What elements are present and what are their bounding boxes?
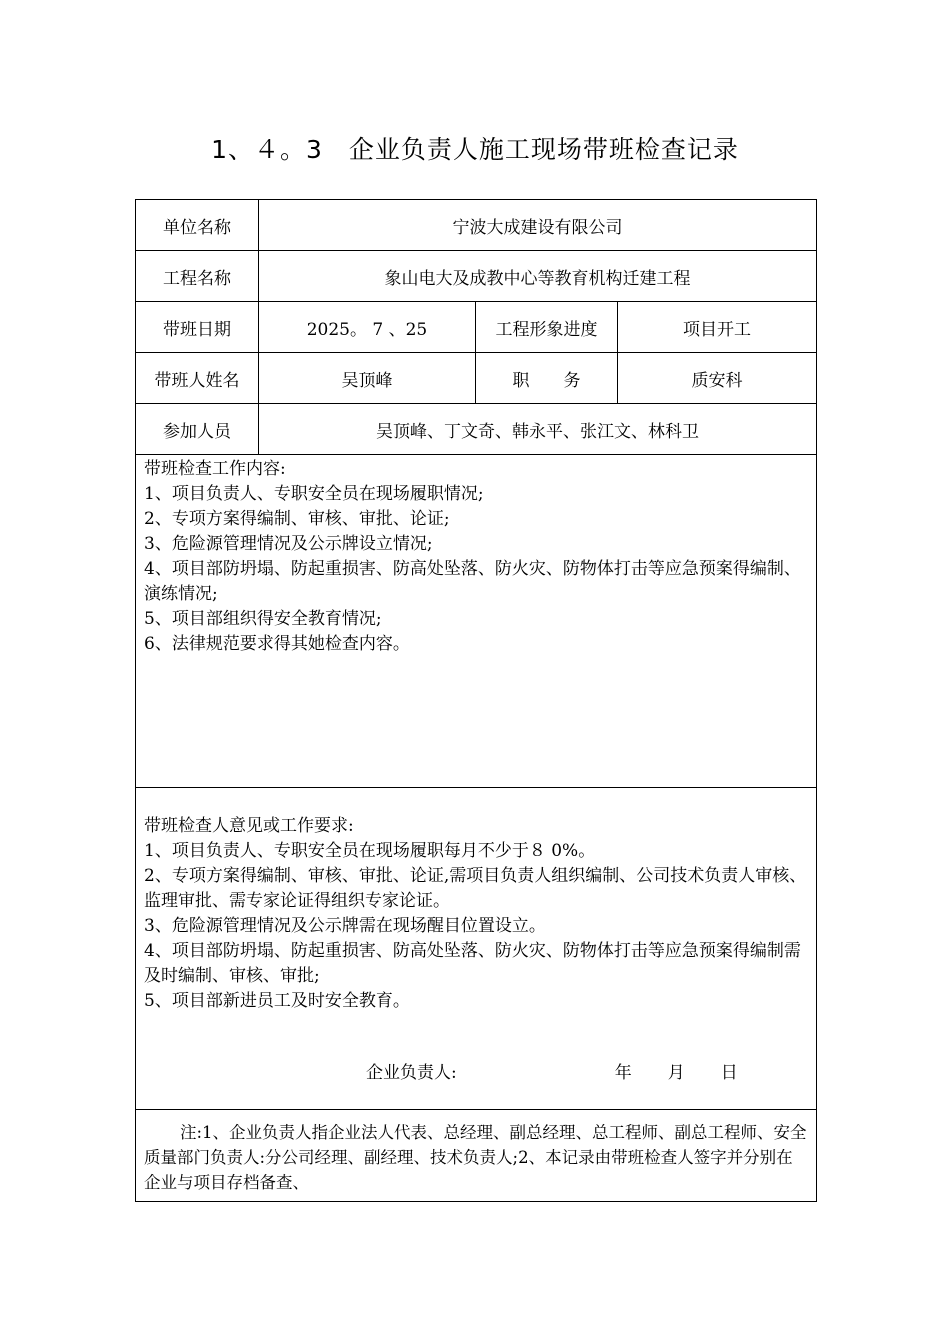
opinion-item: 1、项目负责人、专职安全员在现场履职每月不少于８ 0%。 (144, 841, 596, 861)
content-item: 5、项目部组织得安全教育情况; (144, 609, 382, 629)
content-item: 4、项目部防坍塌、防起重损害、防高处坠落、防火灾、防物体打击等应急预案得编制、演练情况; (144, 559, 801, 604)
year-label: 年 (614, 1063, 632, 1083)
position-label: 职 务 (476, 353, 618, 404)
leader-row (136, 353, 817, 404)
signer-label: 企业负责人: (366, 1063, 457, 1083)
day-label: 日 (720, 1063, 738, 1083)
content-item: 6、法律规范要求得其她检查内容。 (144, 634, 410, 654)
unit-label: 单位名称 (136, 200, 259, 251)
position-value: 质安科 (618, 353, 817, 404)
note-text: 注:1、企业负责人指企业法人代表、总经理、副总经理、总工程师、副总工程师、安全质量部门负责人:分公司经理、副经理、技术负责人;2、本记录由带班检查人签字并分别在企业与项目存档备查、 (144, 1123, 807, 1192)
project-row (136, 251, 817, 302)
leader-label: 带班人姓名 (136, 353, 259, 404)
progress-value: 项目开工 (618, 302, 817, 353)
leader-value: 吴顶峰 (259, 353, 476, 404)
opinion-item: 4、项目部防坍塌、防起重损害、防高处坠落、防火灾、防物体打击等应急预案得编制需及时编制、审核、审批; (144, 941, 801, 986)
inspection-content-cell (136, 455, 817, 788)
note-cell (136, 1110, 817, 1202)
note-row (136, 1110, 817, 1202)
content-item: 3、危险源管理情况及公示牌设立情况; (144, 534, 433, 554)
month-label: 月 (667, 1063, 685, 1083)
participants-label: 参加人员 (136, 404, 259, 455)
opinion-item: 2、专项方案得编制、审核、审批、论证,需项目负责人组织编制、公司技术负责人审核、监理审批、需专家论证得组织专家论证。 (144, 866, 807, 911)
project-label: 工程名称 (136, 251, 259, 302)
unit-value: 宁波大成建设有限公司 (259, 200, 817, 251)
date-label: 带班日期 (136, 302, 259, 353)
date-row (136, 302, 817, 353)
date-value: 2025。 7 、25 (259, 302, 476, 353)
opinion-item: 5、项目部新进员工及时安全教育。 (144, 991, 410, 1011)
content-heading: 带班检查工作内容: (144, 459, 286, 479)
progress-label: 工程形象进度 (476, 302, 618, 353)
opinion-item: 3、危险源管理情况及公示牌需在现场醒目位置设立。 (144, 916, 546, 936)
content-item: 2、专项方案得编制、审核、审批、论证; (144, 509, 450, 529)
opinion-row (136, 788, 817, 1110)
participants-value: 吴顶峰、丁文奇、韩永平、张江文、林科卫 (259, 404, 817, 455)
opinion-cell (136, 788, 817, 1110)
content-item: 1、项目负责人、专职安全员在现场履职情况; (144, 484, 484, 504)
opinion-heading: 带班检查人意见或工作要求: (144, 816, 354, 836)
unit-row (136, 200, 817, 251)
page-title: 1、４。3 企业负责人施工现场带班检查记录 (211, 135, 739, 164)
inspection-record-table (135, 199, 817, 1202)
project-value: 象山电大及成教中心等教育机构迁建工程 (259, 251, 817, 302)
signature-row (144, 1061, 808, 1086)
date-fields (615, 1061, 738, 1086)
content-row (136, 455, 817, 788)
participants-row (136, 404, 817, 455)
